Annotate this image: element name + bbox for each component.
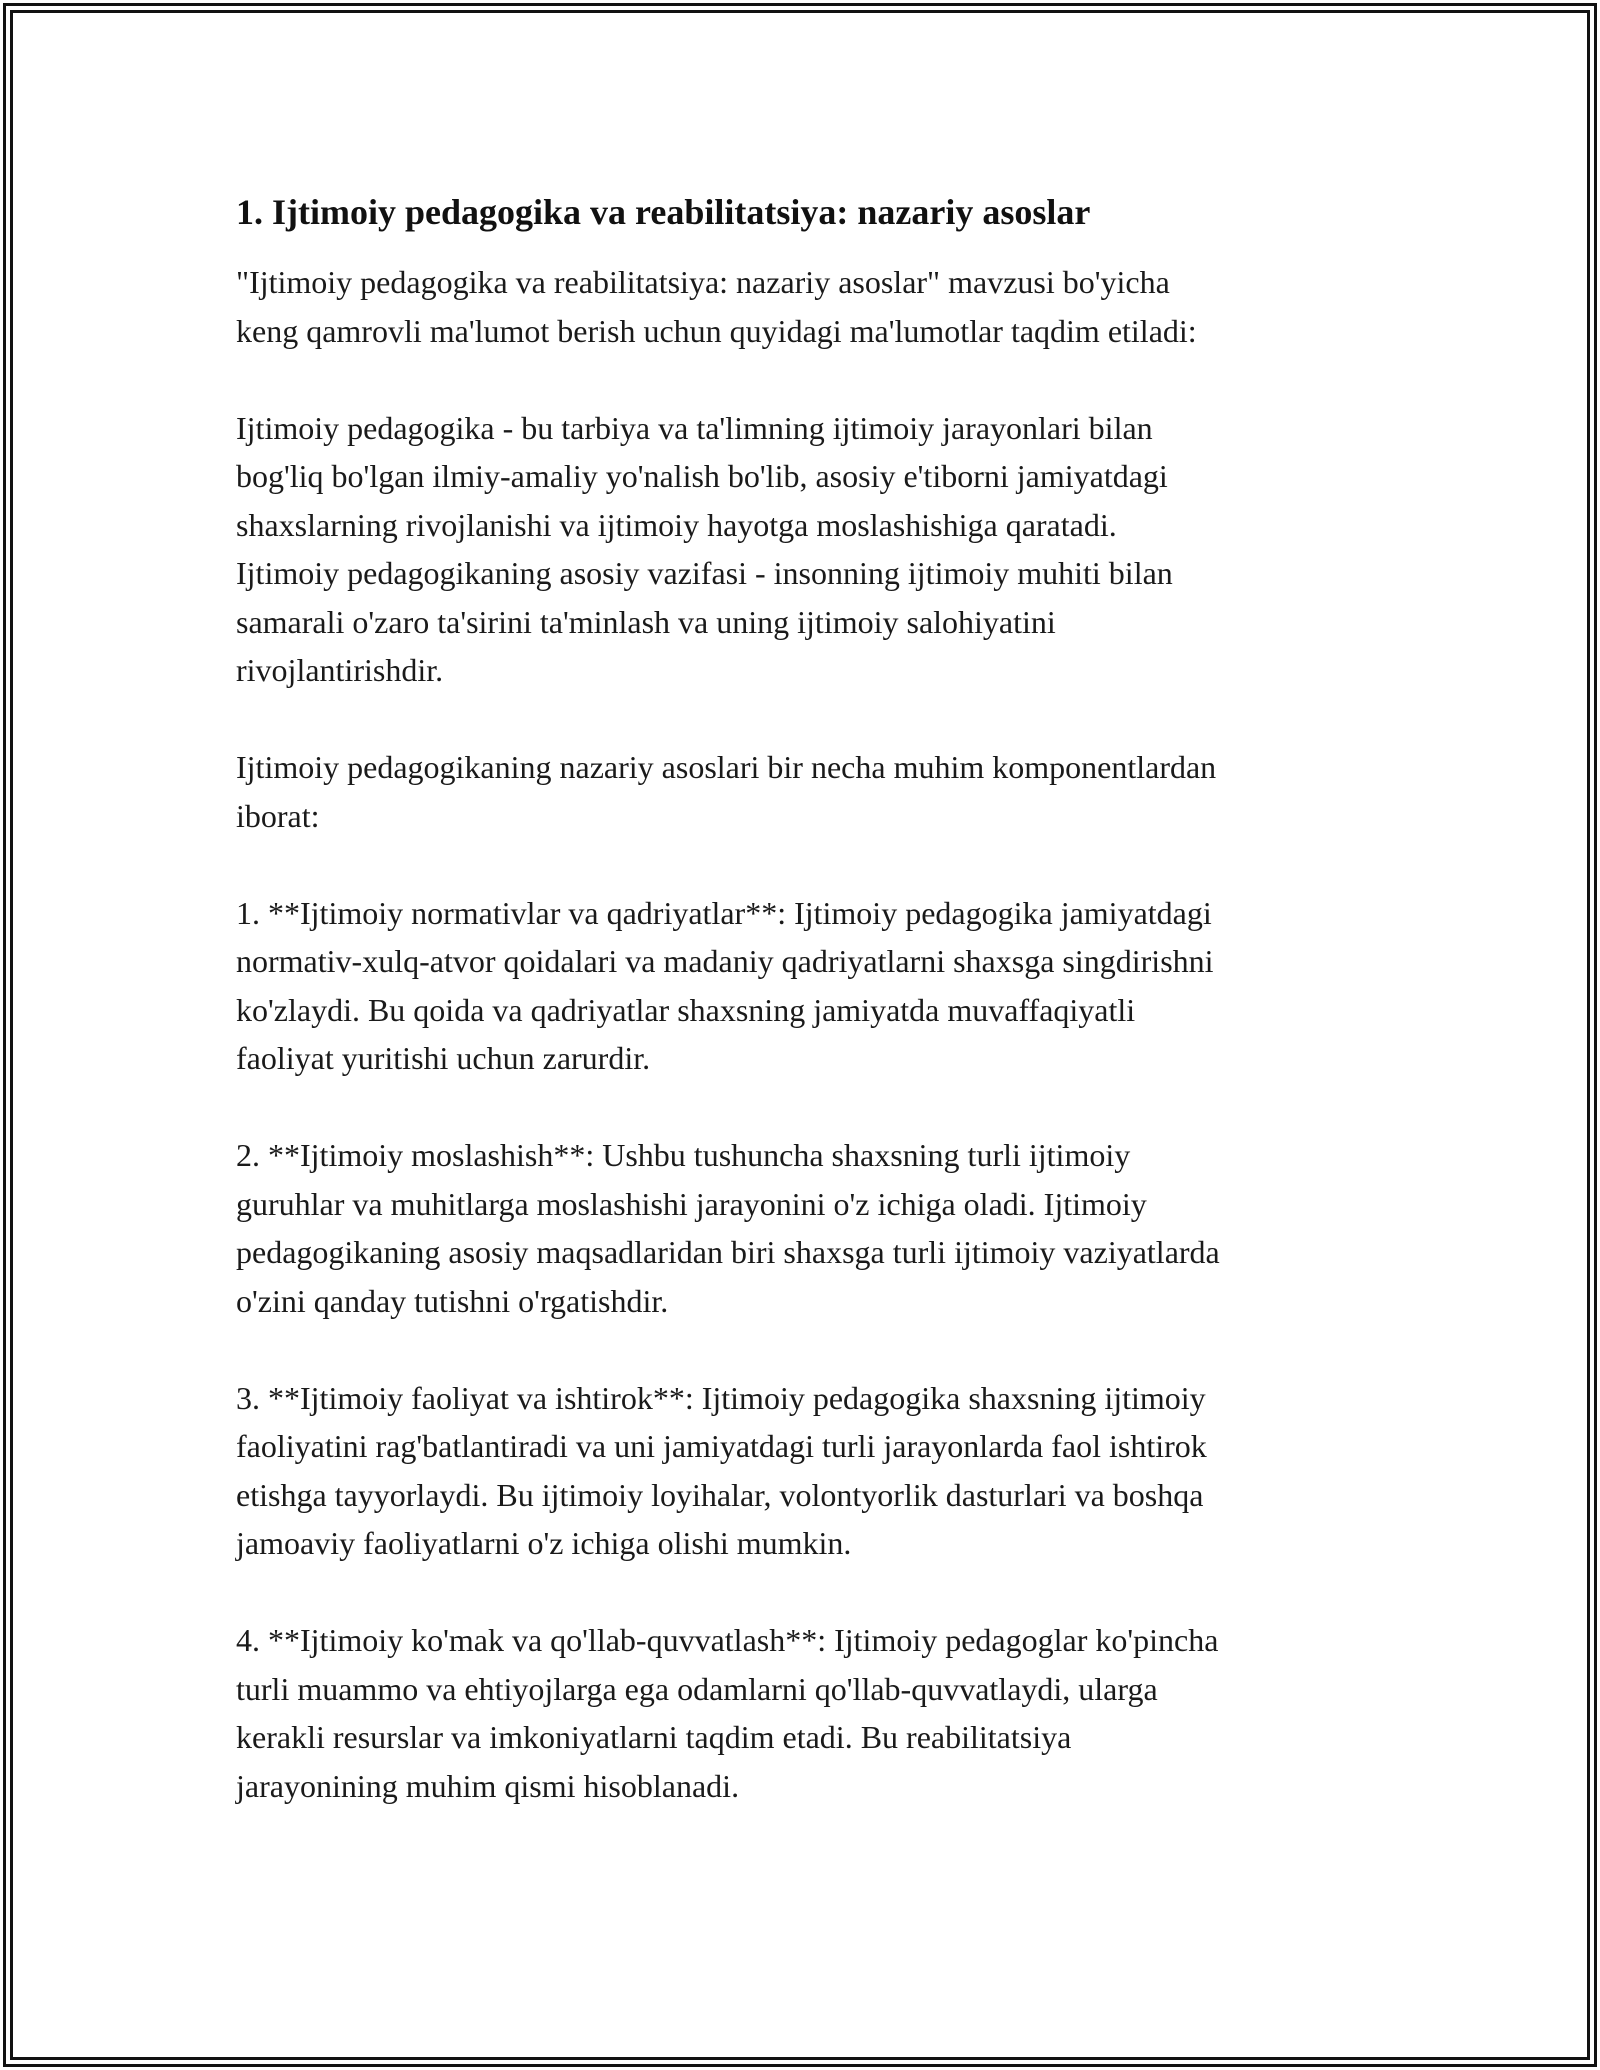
list-item-social-activity: 3. **Ijtimoiy faoliyat va ishtirok**: Ijtimoiy pedagogika shaxsning ijtimoiy faoliyatini rag'batlantiradi va uni jamiyatdagi turli jarayonlarda faol ishtirok etishga tayyorlaydi. Bu ijtimoiy loyihalar, volontyorlik dasturlari va boshqa jamoaviy faoliyatlarni o'z ichiga olishi mumkin. [236,1379,1207,1561]
list-item-social-support: 4. **Ijtimoiy ko'mak va qo'llab-quvvatlash**: Ijtimoiy pedagoglar ko'pincha turli muammo va ehtiyojlarga ega odamlarni qo'llab-quvvatlaydi, ularga kerakli resurslar va imkoniyatlarni taqdim etadi. Bu reabilitatsiya jarayonining muhim qismi hisoblanadi. [236,1622,1219,1804]
definition-paragraph: Ijtimoiy pedagogika - bu tarbiya va ta'limning ijtimoiy jarayonlari bilan bog'liq bo'lgan ilmiy-amaliy yo'nalish bo'lib, asosiy e'tiborni jamiyatdagi shaxslarning rivojlanishi va ijtimoiy hayotga moslashishiga qaratadi. Ijtimoiy pedagogikaning asosiy vazifasi - insonning ijtimoiy muhiti bilan samarali o'zaro ta'sirini ta'minlash va uning ijtimoiy salohiyatini rivojlantirishdir. [236,409,1173,688]
components-intro-paragraph: Ijtimoiy pedagogikaning nazariy asoslari bir necha muhim komponentlardan iborat: [236,749,1217,834]
list-item-norms-values: 1. **Ijtimoiy normativlar va qadriyatlar**: Ijtimoiy pedagogika jamiyatdagi normativ-xulq-atvor qoidalari va madaniy qadriyatlarni shaxsga singdirishni ko'zlaydi. Bu qoida va qadriyatlar shaxsning jamiyatda muvaffaqiyatli faoliyat yuritishi uchun zarurdir. [236,894,1214,1076]
intro-paragraph: "Ijtimoiy pedagogika va reabilitatsiya: nazariy asoslar" mavzusi bo'yicha keng qamrovli ma'lumot berish uchun quyidagi ma'lumotlar taqdim etiladi: [236,264,1197,349]
document-body [236,186,1386,1810]
document-title: 1. Ijtimoiy pedagogika va reabilitatsiya: nazariy asoslar [236,192,1091,232]
list-item-social-adaptation: 2. **Ijtimoiy moslashish**: Ushbu tushuncha shaxsning turli ijtimoiy guruhlar va muhitlarga moslashishi jarayonini o'z ichiga oladi. Ijtimoiy pedagogikaning asosiy maqsadlaridan biri shaxsga turli ijtimoiy vaziyatlarda o'zini qanday tutishni o'rgatishdir. [236,1137,1220,1319]
